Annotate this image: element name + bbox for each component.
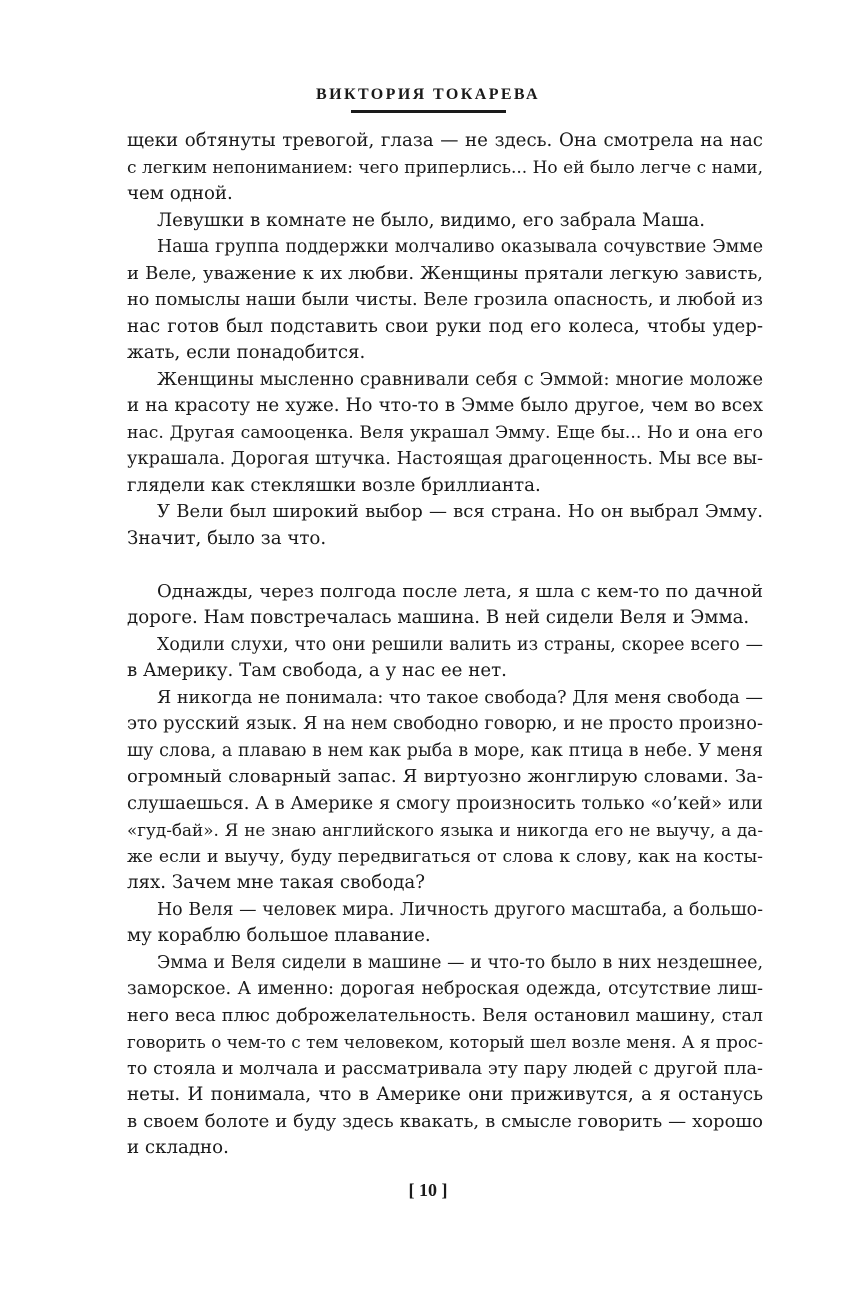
text-line: Эмма и Веля сидели в машине — и что-то было в них нездешнее, [157, 952, 763, 973]
text-line: слушаешься. А в Америке я смогу произносить только «о’кей» или [127, 792, 763, 814]
text-line: щеки обтянуты тревогой, глаза — не здесь. Она смотрела на нас [127, 130, 763, 151]
text-line: же если и выучу, буду передвигаться от слова к слову, как на косты- [127, 846, 763, 867]
text-line: шу слова, а плаваю в нем как рыба в море, как птица в небе. У меня [127, 740, 763, 761]
text-line: Значит, было за что. [127, 527, 327, 549]
text-line: заморское. А именно: дорогая неброская одежда, отсутствие лиш- [127, 978, 763, 999]
text-line: то стояла и молчала и рассматривала эту пару людей с другой пла- [127, 1058, 763, 1079]
text-line: глядели как стекляшки возле бриллианта. [127, 474, 541, 496]
text-line: говорить о чем-то с тем человеком, который шел возле меня. А я прос- [127, 1032, 763, 1052]
header-rule [351, 110, 506, 113]
text-line: в своем болоте и буду здесь квакать, в смысле говорить — хорошо [127, 1110, 763, 1132]
text-line: У Вели был широкий выбор — вся страна. Но он выбрал Эмму. [157, 501, 763, 522]
text-line: му кораблю большое плавание. [127, 925, 431, 946]
text-line: украшала. Дорогая штучка. Настоящая драгоценность. Мы все вы- [127, 448, 763, 469]
text-line: в Америку. Там свобода, а у нас ее нет. [127, 660, 507, 681]
text-line: и Веле, уважение к их любви. Женщины прятали легкую зависть, [127, 262, 763, 284]
text-line: Левушки в комнате не было, видимо, его забрала Маша. [157, 209, 706, 231]
text-line: это русский язык. Я на нем свободно говорю, и не просто произно- [127, 713, 763, 734]
text-line: чем одной. [127, 183, 233, 204]
text-line: и складно. [127, 1137, 229, 1158]
page-number: [ 10 ] [408, 1180, 448, 1200]
text-line: дороге. Нам повстречалась машина. В ней сидели Веля и Эмма. [127, 607, 750, 628]
text-line: с легким непониманием: чего приперлись... Но ей было легче с нами, [127, 157, 763, 178]
text-line: жать, если понадобится. [127, 342, 366, 363]
text-line: но помыслы наши были чисты. Веле грозила опасность, и любой из [127, 290, 763, 310]
text-line: и на красоту не хуже. Но что-то в Эмме было другое, чем во всех [127, 395, 763, 416]
text-line: Ходили слухи, что они решили валить из страны, скорее всего — [157, 634, 763, 655]
text-line: огромный словарный запас. Я виртуозно жонглирую словами. За- [127, 766, 763, 787]
text-line: неты. И понимала, что в Америке они приживутся, а я останусь [127, 1084, 763, 1105]
text-line: лях. Зачем мне такая свобода? [127, 872, 425, 893]
text-line: Но Веля — человек мира. Личность другого масштаба, а большо- [157, 899, 763, 920]
text-line: Однажды, через полгода после лета, я шла с кем-то по дачной [157, 580, 763, 602]
text-line: нас. Другая самооценка. Веля украшал Эмму. Еще бы... Но и она его [127, 422, 763, 443]
section-break [127, 552, 763, 579]
body-text [127, 128, 763, 1162]
text-line: Я никогда не понимала: что такое свобода? Для меня свобода — [157, 687, 763, 708]
text-line: Женщины мысленно сравнивали себя с Эммой: многие моложе [157, 368, 763, 390]
text-line: «гуд-бай». Я не знаю английского языка и никогда его не выучу, а да- [127, 820, 763, 840]
text-line: Наша группа поддержки молчаливо оказывала сочувствие Эмме [157, 237, 763, 257]
running-head-author: ВИКТОРИЯ ТОКАРЕВА [316, 86, 540, 103]
text-line: нас готов был подставить свои руки под его колеса, чтобы удер- [127, 315, 763, 337]
text-line: него веса плюс доброжелательность. Веля остановил машину, стал [127, 1005, 763, 1026]
